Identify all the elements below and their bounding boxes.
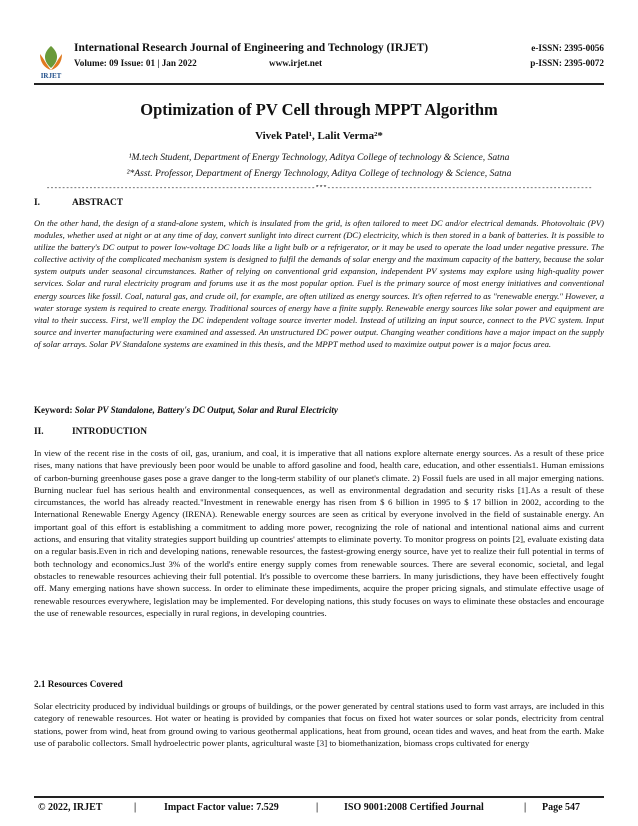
abstract-number: I. — [34, 198, 40, 208]
affiliation-2: ²*Asst. Professor, Department of Energy Technology, Aditya College of technology & Science, Satna — [126, 168, 512, 179]
footer-divider: | — [316, 802, 319, 813]
keywords-value: Solar PV Standalone, Battery's DC Output, Solar and Rural Electricity — [74, 405, 338, 415]
intro-number: II. — [34, 427, 44, 437]
keywords — [34, 405, 604, 415]
section-2-1-heading: 2.1 Resources Covered — [34, 679, 123, 689]
journal-header — [34, 42, 604, 82]
section-2-1-text: Solar electricity produced by individual buildings or groups of buildings, or the power generated by central stations used to form vast arrays, are included in this category of renewable resources. Hot water or heating is provided by companies that focus on fixed hot water sources or solar ponds, electricity from central stations, power from wind, heat from ground owing to various geothermal applications, heat from ground, ocean tides and waves, and heat from the earth. Make use of parabolic collectors. Small hydroelectric power plants, agricultural waste [3] to biomethanization, biomass crops cultivated for energy — [34, 701, 604, 748]
footer-page: Page 547 — [542, 802, 581, 813]
footer-copyright: © 2022, IRJET — [38, 802, 103, 813]
volume-issue: Volume: 09 Issue: 01 | Jan 2022 — [74, 58, 197, 68]
irjet-logo-icon — [34, 42, 68, 80]
intro-text: In view of the recent rise in the costs of oil, gas, uranium, and coal, it is imperative that all nations explore alternate energy sources. As a result of these price rises, many nations that have previously been poor would be unable to afford gasoline and food, health care, education, and other essentials1. Human emissions of carbon-burning greenhouse gases pose a grave danger to the long-term stability of our planet's climate. 2) Fossil fuels are used in all major emerging nations. Burning nuclear fuel has serious health and environmental consequences, as well as environmental degradation and security risks [1].As a result of these circumstances, the world has already reacted."Investment in renewable energy has risen from $ 6 billion in 1995 to $ 17 billion in 2002, according to the International Renewable Energy Agency (IRENA). Renewable energy sources are seen as critical by everyone involved in the field of sustainable energy. An important goal of this effort is establishing a commitment to adding more power, recognizing the role of national and intentional national aims and current actions, and ensuring that vitality strategies support building up countries' attempts to eliminate poverty. To monitor progress on points [2], evaluate existing data on a regular basis.Even in rich and developing nations, renewable resources, the fastest-growing energy source, have yet to realize their full potential in terms of both technology and economics.Just 3% of the world's entire energy supply comes from renewable sources. There are several economic, societal, and legal obstacles to renewable resources achieving their full potential. It's possible to overcome these barriers. In many jurisdictions, they have been effectively fought off. Many emerging nations have shown success. In order to eliminate these impediments, acquire the proper pricing signals, and stimulate effective usage of renewable resources everywhere, legislation may be implemented. For developing nations, this study focuses on ways to eliminate these obstacles and encourage the use of renewable resources, especially in rural regions, in developing countries. — [34, 448, 604, 618]
footer-iso: ISO 9001:2008 Certified Journal — [344, 802, 484, 813]
footer-divider: | — [134, 802, 137, 813]
header-rule — [34, 83, 604, 85]
separator-line: ---------------------------------------------------------------------***-------------------------------------------------------------------- — [45, 185, 593, 193]
footer-impact: Impact Factor value: 7.529 — [164, 802, 279, 813]
website-link[interactable]: www.irjet.net — [268, 58, 323, 68]
paper-title: Optimization of PV Cell through MPPT Algorithm — [140, 100, 498, 119]
journal-meta — [74, 58, 322, 68]
paper-authors: Vivek Patel¹, Lalit Verma²* — [255, 130, 383, 142]
abstract-text: On the other hand, the design of a stand-alone system, which is insulated from the grid, is often tailored to meet DC and/or electrical demands. Photovoltaic (PV) modules, whether used at night or at any time of day, convert sunlight into direct current (DC) electricity, which is then stored in a bank of batteries. It is possible to utilize the battery's DC output to power low-voltage DC loads like a light bulb or a refrigerator, or it may be used to operate the load under negative pressure. The collective activity of the complicated mechanism system is designed to fulfil the demands of solar energy and the maximum capacity of the battery, because the solar system outputs under seasonal circumstances. Rather of relying on conventional grid expansion, independent PV systems may explore using high-quality power services. Solar and rural electricity program and forums use it as the most popular option. Fuel is the primary source of most energy initiatives and conventional energy sources like fossil. Coal, natural gas, and crude oil, for example, are often utilized as energy sources. It's often referred to as "renewable energy." However, a water storage system is required to create energy. Traditional sources of energy have a finite supply. Renewable energy sources like solar power and equipment are vital to their success. First, we'll employ the DC independent voltage source inverter model. Instead of utilizing an input source, connect to the PVC system. Input source and inverter manufacturing were examined and assessed. An unstructured DC power output. Changing weather conditions have a major impact on the supply of solar arrays. Solar PV Standalone systems are examined in this thesis, and the MPPT method used to maximize output power is a major focus area. — [34, 218, 604, 349]
footer-rule — [34, 796, 604, 798]
pissn: p-ISSN: 2395-0072 — [530, 58, 604, 68]
keywords-label: Keyword: — [34, 405, 73, 415]
abstract-heading: ABSTRACT — [72, 198, 124, 208]
eissn: e-ISSN: 2395-0056 — [531, 43, 604, 53]
svg-text:IRJET: IRJET — [40, 72, 62, 80]
affiliation-1: ¹M.tech Student, Department of Energy Technology, Aditya College of technology & Science, Satna — [128, 152, 510, 163]
footer-divider: | — [524, 802, 527, 813]
intro-heading: INTRODUCTION — [72, 427, 148, 437]
journal-name: International Research Journal of Engineering and Technology (IRJET) — [74, 42, 429, 54]
